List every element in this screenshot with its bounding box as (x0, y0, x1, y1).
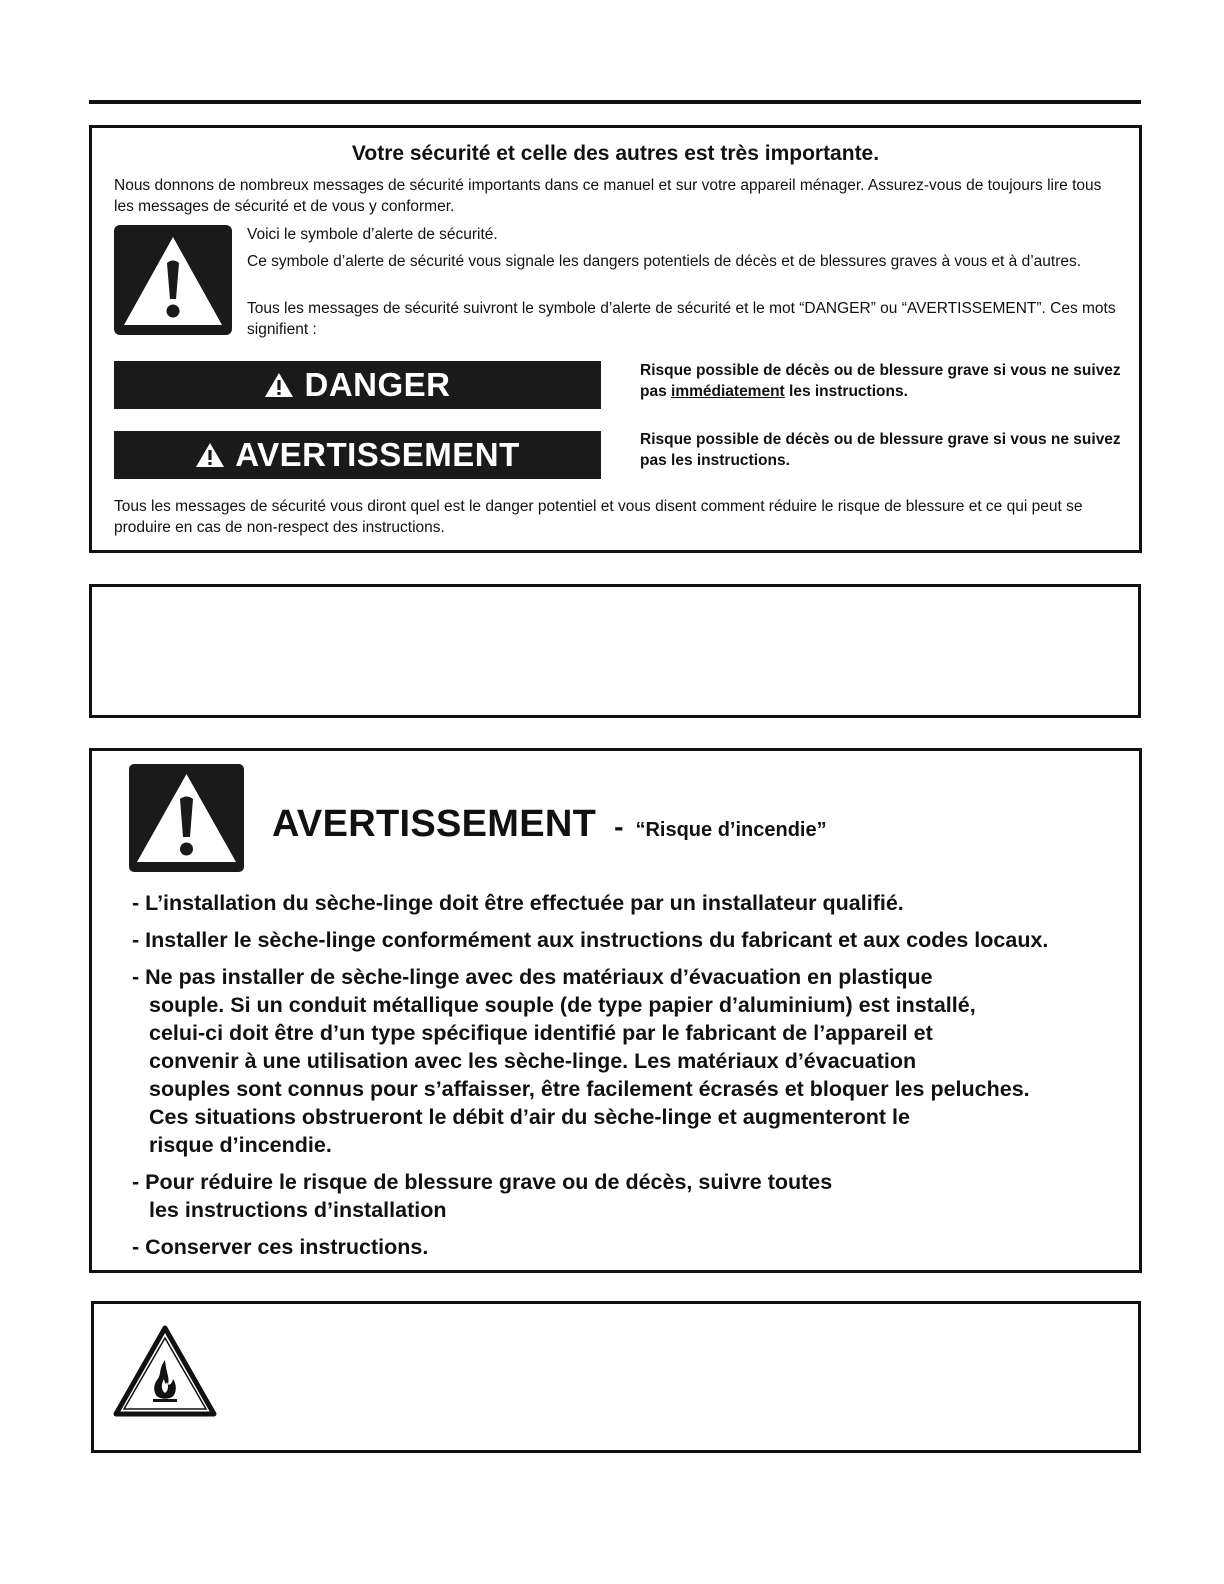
list-item: - Pour réduire le risque de blessure grave ou de décès, suivre toutes les instructions d’installation (132, 1168, 1137, 1224)
fire-warning-heading (272, 803, 827, 846)
safety-alert-icon (114, 225, 232, 335)
safety-intro: Nous donnons de nombreux messages de sécurité importants dans ce manuel et sur votre appareil ménager. Assurez-vous de toujours lire tous les messages de sécurité et de vous y conformer. (114, 177, 1102, 215)
emphasis-word: immédiatement (671, 383, 785, 400)
heading-dash: - (614, 811, 624, 842)
warning-description: Risque possible de décès ou de blessure grave si vous ne suivez pas les instructions. (640, 431, 1121, 469)
warning-triangle-icon (264, 371, 294, 399)
fire-risk-subheading: “Risque d’incendie” (635, 819, 827, 841)
warning-triangle-icon (195, 441, 225, 469)
list-item: - Installer le sèche-linge conformément aux instructions du fabricant et aux codes locaux. (132, 926, 1137, 954)
symbol-line-3: Tous les messages de sécurité suivront le symbole d’alerte de sécurité et le mot “DANGER” ou “AVERTISSEMENT”. Ces mots signifient : (247, 300, 1116, 338)
symbol-line-2: Ce symbole d’alerte de sécurité vous signale les dangers potentiels de décès et de blessures graves à vous et à d’autres. (247, 253, 1082, 270)
danger-signal-bar (114, 361, 601, 409)
safety-footer: Tous les messages de sécurité vous diront quel est le danger potentiel et vous disent comment réduire le risque de blessure et ce qui peut se produire en cas de non-respect des instructions. (114, 498, 1083, 536)
warning-signal-bar (114, 431, 601, 479)
flammable-box (91, 1301, 1141, 1453)
fire-warning-list (132, 889, 1137, 1270)
danger-label: DANGER (304, 366, 451, 403)
list-item: - L’installation du sèche-linge doit être effectuée par un installateur qualifié. (132, 889, 1137, 917)
safety-title: Votre sécurité et celle des autres est très importante. (351, 142, 880, 165)
fire-warning-box (89, 748, 1142, 1273)
top-rule (89, 100, 1141, 104)
list-item: - Ne pas installer de sèche-linge avec des matériaux d’évacuation en plastique souple. Si un conduit métallique souple (de type papier d’aluminium) est installé, celui-ci doit être d’un type spécifique identifié par le fabricant de l’appareil et convenir à une utilisation avec les sèche-linge. Les matériaux d’évacuation souples sont connus pour s’affaisser, être facilement écrasés et bloquer les peluches. Ces situations obstrueront le débit d’air du sèche-linge et augmenteront le risque d’incendie. (132, 963, 1137, 1159)
empty-notice-box (89, 584, 1141, 718)
symbol-line-1: Voici le symbole d’alerte de sécurité. (247, 226, 498, 243)
warning-label: AVERTISSEMENT (235, 436, 520, 473)
list-item: - Conserver ces instructions. (132, 1233, 1137, 1261)
danger-description: Risque possible de décès ou de blessure grave si vous ne suivez pas immédiatement les instructions. (640, 362, 1121, 400)
flammable-fire-icon (112, 1324, 218, 1420)
safety-info-box (89, 125, 1142, 553)
warning-word: AVERTISSEMENT (272, 803, 597, 845)
safety-alert-icon (129, 764, 244, 872)
